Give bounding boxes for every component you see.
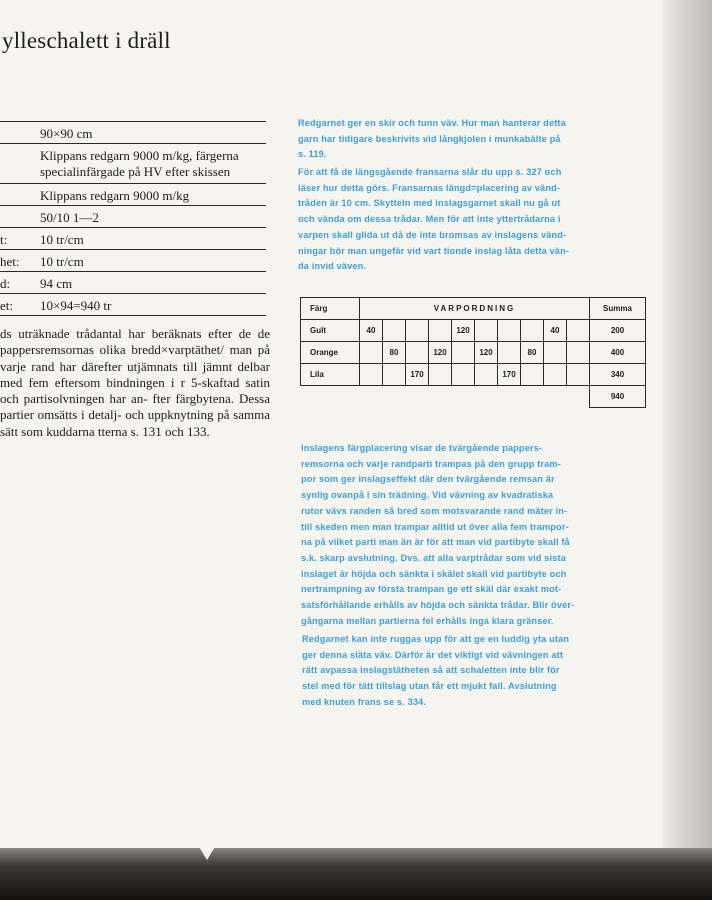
color-name: Lila [301, 364, 360, 386]
warp-cell [498, 342, 521, 364]
spec-value-line: Klippans redgarn 9000 m/kg [40, 188, 190, 203]
spec-value-line: 10 tr/cm [40, 232, 84, 247]
warp-cell [475, 364, 498, 386]
table-total-row [301, 386, 646, 408]
paragraph-line: inslaget är höjda och sänkta i skälet skall vid partibyte och [301, 568, 567, 579]
spec-row [0, 227, 266, 249]
warp-cell: 170 [406, 364, 429, 386]
color-name: Orange [301, 342, 360, 364]
paragraph-line: läser hur detta görs. Fransarnas längd=placering av vänd- [298, 182, 561, 193]
paragraph-line: satsförhållande erhålls av höjda och sänkta trådar. Blir över- [301, 600, 575, 611]
paragraph-line: da invid väven. [298, 261, 367, 272]
warp-cell: 80 [521, 342, 544, 364]
page-fold-notch [195, 840, 219, 860]
spec-row [0, 183, 266, 205]
warp-cell [406, 320, 429, 342]
spec-table [0, 121, 266, 316]
blue-paragraph-4 [302, 632, 632, 711]
color-name: Gult [301, 320, 360, 342]
paragraph-line: synlig ovanpå i sin trädning. Vid vävning av kvadratiska [301, 490, 554, 501]
paragraph-line: och vända om dessa trådar. Men för att inte yttertrådarna i [298, 214, 561, 225]
warp-cell [452, 342, 475, 364]
warp-cell: 120 [452, 320, 475, 342]
spec-label: t: [0, 232, 8, 247]
blank-cell [301, 386, 590, 408]
spec-value [40, 148, 266, 180]
warp-cell [383, 364, 406, 386]
paragraph-line: varpen skall glida ut då de inte bromsas av inslagens vänd- [298, 229, 567, 240]
spec-label: d: [0, 276, 11, 291]
warp-cell [521, 320, 544, 342]
row-sum: 400 [590, 342, 646, 364]
spec-value [40, 298, 266, 314]
table-row [301, 364, 646, 386]
warp-cell: 80 [383, 342, 406, 364]
warp-cell [475, 320, 498, 342]
warp-cell [544, 342, 567, 364]
spec-value [40, 126, 266, 142]
blue-paragraph-3 [301, 441, 631, 629]
row-sum: 200 [590, 320, 646, 342]
spec-value [40, 188, 266, 204]
warp-cell [567, 342, 590, 364]
warp-cell [498, 320, 521, 342]
spec-value-line: 50/10 1—2 [40, 210, 99, 225]
page-spine-shadow [662, 0, 712, 900]
warp-cell [521, 364, 544, 386]
paragraph-line: rätt avpassa inslagstätheten så att schaletten inte blir för [302, 665, 560, 676]
table-header-row [301, 298, 646, 320]
spec-value-line: 90×90 cm [40, 126, 93, 141]
spec-value [40, 254, 266, 270]
paragraph-line: Redgarnet ger en skir och tunn väv. Hur man hanterar detta [298, 118, 566, 128]
page-title: ylleschalett i dräll [2, 28, 171, 53]
spec-value-line: specialinfärgade på HV efter skissen [40, 164, 231, 179]
spec-value [40, 232, 266, 248]
header-color: Färg [301, 298, 360, 320]
paragraph-line: s.k. skarp avslutning. Dvs. att alla varptrådar som vid sista [301, 552, 566, 563]
paragraph-line: nertrampning av första trampan ge ett skäl där exakt mot- [301, 584, 562, 595]
total-sum: 940 [590, 386, 646, 408]
table-row [301, 320, 646, 342]
warp-cell: 40 [360, 320, 383, 342]
warp-cell: 40 [544, 320, 567, 342]
warp-cell [544, 364, 567, 386]
warp-cell: 120 [429, 342, 452, 364]
warp-cell: 120 [475, 342, 498, 364]
warp-cell [360, 364, 383, 386]
spec-value-line: 94 cm [40, 276, 73, 291]
paragraph-line: ningar bör man ungefär vid vart tionde inslag låta detta vän- [298, 245, 570, 256]
warp-order-table [300, 297, 646, 408]
row-sum: 340 [590, 364, 646, 386]
spec-value-line: 10×94=940 tr [40, 298, 112, 313]
spec-label: het: [0, 254, 20, 269]
blue-paragraph-1 [298, 116, 626, 163]
blue-paragraph-2 [298, 165, 626, 275]
paragraph-line: ger denna släta väv. Därför är det viktigt vid vävningen att [302, 649, 564, 660]
paragraph-line: med knuten frans se s. 334. [302, 696, 427, 707]
book-edge-bottom [0, 848, 712, 900]
paragraph-line: Inslagens färgplacering visar de tvärgående pappers- [301, 443, 543, 453]
paragraph-line: gångarna mellan partierna fel erhålls inga klara gränser. [301, 615, 554, 626]
warp-cell [567, 364, 590, 386]
spec-value [40, 276, 266, 292]
spec-row [0, 143, 266, 183]
spec-value [40, 210, 266, 226]
paragraph-line: garn har tidigare beskrivits vid långkjolen i munkabälte på [298, 133, 561, 144]
paragraph-line: För att få de längsgående fransarna slår du upp s. 327 och [298, 167, 562, 177]
warp-cell [429, 364, 452, 386]
spec-row [0, 205, 266, 227]
spec-label: et: [0, 298, 13, 313]
spec-value-line: 10 tr/cm [40, 254, 84, 269]
spec-value-line: Klippans redgarn 9000 m/kg, färgerna [40, 148, 239, 163]
header-sum: Summa [590, 298, 646, 320]
paragraph-line: Redgarnet kan inte ruggas upp för att ge en luddig yta utan [302, 634, 570, 644]
warp-cell [383, 320, 406, 342]
paragraph-line: stel med för tätt tillslag utan får ett mjukt fall. Avslutning [302, 681, 557, 692]
paragraph-line: till skeden men man trampar alltid ut över alla fem trampor- [301, 521, 569, 532]
paragraph-line: na på vilket parti man än är för att man vid partibyte skall få [301, 537, 570, 548]
warp-cell [360, 342, 383, 364]
warp-cell [567, 320, 590, 342]
warp-cell [429, 320, 452, 342]
header-warp: VARPORDNING [360, 298, 590, 320]
spec-row [0, 293, 266, 316]
table-row [301, 342, 646, 364]
warp-cell: 170 [498, 364, 521, 386]
paragraph-line: por som ger inslagseffekt där den tvärgående remsan är [301, 474, 555, 485]
warp-cell [406, 342, 429, 364]
paragraph-line: tråden är 10 cm. Skytteln med inslagsgarnet skall nu gå ut [298, 198, 561, 209]
spec-row [0, 121, 266, 143]
left-paragraph: ds uträknade trådantal har beräknats efter de de pappersremsornas olika bredd×varptäthet/ man på varje rand har därefter utjämnats till jämnt delbar med fem eftersom bindningen i r 5-skaftad satin och partisolvningen har an- fter färgbytena. Dessa partier omsätts i detalj- och uppknytning på samma sätt som kuddarna tterna s. 131 och 133. [0, 326, 270, 439]
spec-row [0, 249, 266, 271]
paragraph-line: rutor vävs randen så bred som motsvarande rand mäter in- [301, 505, 568, 516]
paragraph-line: s. 119. [298, 149, 327, 160]
warp-cell [452, 364, 475, 386]
spec-row [0, 271, 266, 293]
paragraph-line: remsorna och varje randparti trampas på den grupp tram- [301, 458, 561, 469]
